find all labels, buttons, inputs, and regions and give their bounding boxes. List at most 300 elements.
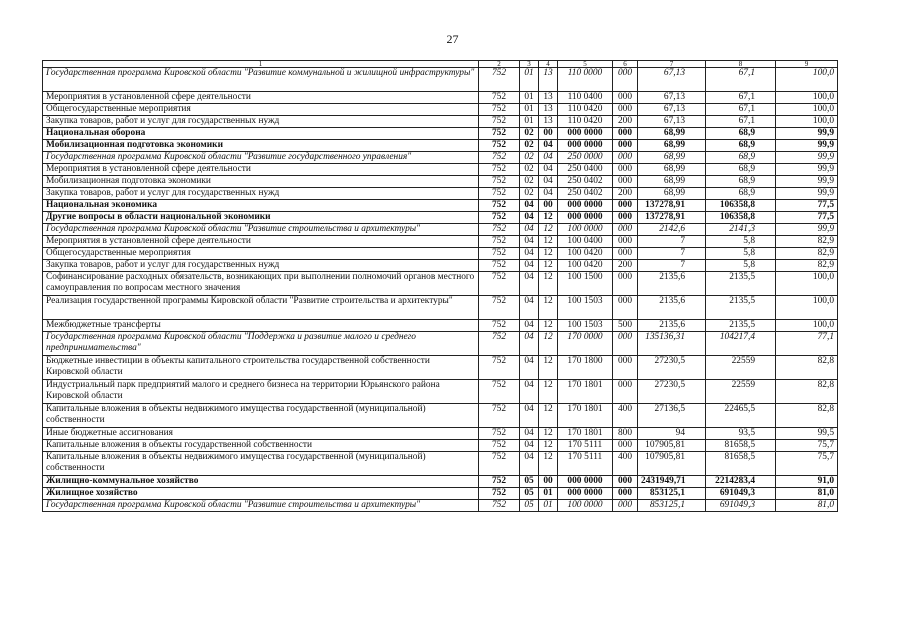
table-row: [43, 476, 838, 488]
admin-code: 752: [479, 92, 520, 104]
execution-percent: 75,7: [776, 440, 838, 452]
target-article-code: 100 1503: [558, 296, 613, 320]
section-code: 04: [520, 404, 539, 428]
subsection-code: 01: [539, 500, 558, 512]
executed-amount: 68,9: [706, 140, 776, 152]
execution-percent: 82,8: [776, 380, 838, 404]
row-name: Закупка товаров, работ и услуг для государственных нужд: [43, 188, 479, 200]
section-code: 02: [520, 152, 539, 164]
executed-amount: 2214283,4: [706, 476, 776, 488]
admin-code: 752: [479, 200, 520, 212]
row-name: Мобилизационная подготовка экономики: [43, 176, 479, 188]
execution-percent: 99,9: [776, 176, 838, 188]
row-name: Мобилизационная подготовка экономики: [43, 140, 479, 152]
target-article-code: 100 0420: [558, 248, 613, 260]
target-article-code: 000 0000: [558, 128, 613, 140]
subsection-code: 00: [539, 128, 558, 140]
subsection-code: 12: [539, 224, 558, 236]
section-code: 04: [520, 452, 539, 476]
row-name: Бюджетные инвестиции в объекты капитального строительства государственной собственности Кировской области: [43, 356, 479, 380]
table-row: [43, 356, 838, 380]
planned-amount: 68,99: [638, 176, 706, 188]
executed-amount: 22465,5: [706, 404, 776, 428]
planned-amount: 67,13: [638, 68, 706, 92]
subsection-code: 12: [539, 320, 558, 332]
section-code: 02: [520, 176, 539, 188]
planned-amount: 67,13: [638, 104, 706, 116]
table-row: [43, 380, 838, 404]
subsection-code: 04: [539, 164, 558, 176]
executed-amount: 68,9: [706, 176, 776, 188]
section-code: 04: [520, 320, 539, 332]
planned-amount: 2135,6: [638, 320, 706, 332]
executed-amount: 106358,8: [706, 212, 776, 224]
executed-amount: 5,8: [706, 260, 776, 272]
expense-type-code: 000: [613, 488, 638, 500]
expense-type-code: 000: [613, 380, 638, 404]
target-article-code: 100 1503: [558, 320, 613, 332]
planned-amount: 68,99: [638, 140, 706, 152]
target-article-code: 250 0400: [558, 164, 613, 176]
admin-code: 752: [479, 236, 520, 248]
subsection-code: 12: [539, 428, 558, 440]
table-row: [43, 320, 838, 332]
admin-code: 752: [479, 140, 520, 152]
admin-code: 752: [479, 104, 520, 116]
expense-type-code: 000: [613, 176, 638, 188]
expense-type-code: 000: [613, 440, 638, 452]
target-article-code: 100 0000: [558, 500, 613, 512]
section-code: 04: [520, 248, 539, 260]
section-code: 04: [520, 236, 539, 248]
row-name: Закупка товаров, работ и услуг для государственных нужд: [43, 116, 479, 128]
executed-amount: 691049,3: [706, 488, 776, 500]
admin-code: 752: [479, 320, 520, 332]
expense-type-code: 000: [613, 152, 638, 164]
execution-percent: 99,5: [776, 428, 838, 440]
admin-code: 752: [479, 212, 520, 224]
section-code: 02: [520, 128, 539, 140]
subsection-code: 13: [539, 104, 558, 116]
expense-type-code: 000: [613, 296, 638, 320]
table-row: [43, 116, 838, 128]
executed-amount: 93,5: [706, 428, 776, 440]
executed-amount: 5,8: [706, 236, 776, 248]
subsection-code: 12: [539, 236, 558, 248]
execution-percent: 100,0: [776, 68, 838, 92]
table-row: [43, 224, 838, 236]
row-name: Индустриальный парк предприятий малого и среднего бизнеса на территории Юрьянского района Кировской области: [43, 380, 479, 404]
planned-amount: 853125,1: [638, 500, 706, 512]
expense-type-code: 000: [613, 68, 638, 92]
expense-type-code: 000: [613, 104, 638, 116]
section-code: 05: [520, 500, 539, 512]
executed-amount: 68,9: [706, 164, 776, 176]
target-article-code: 000 0000: [558, 476, 613, 488]
admin-code: 752: [479, 476, 520, 488]
row-name: Иные бюджетные ассигнования: [43, 428, 479, 440]
target-article-code: 000 0000: [558, 140, 613, 152]
executed-amount: 81658,5: [706, 440, 776, 452]
executed-amount: 5,8: [706, 248, 776, 260]
execution-percent: 77,1: [776, 332, 838, 356]
execution-percent: 82,8: [776, 404, 838, 428]
column-number: 1: [43, 61, 479, 68]
budget-table: [42, 60, 838, 512]
expense-type-code: 000: [613, 500, 638, 512]
row-name: Мероприятия в установленной сфере деятельности: [43, 164, 479, 176]
row-name: Государственная программа Кировской области "Развитие государственного управления": [43, 152, 479, 164]
column-number-row: [43, 61, 838, 68]
admin-code: 752: [479, 260, 520, 272]
section-code: 01: [520, 104, 539, 116]
executed-amount: 67,1: [706, 92, 776, 104]
row-name: Капитальные вложения в объекты недвижимого имущества государственной (муниципальной) собственности: [43, 404, 479, 428]
executed-amount: 2135,5: [706, 320, 776, 332]
expense-type-code: 000: [613, 248, 638, 260]
expense-type-code: 000: [613, 356, 638, 380]
row-name: Капитальные вложения в объекты недвижимого имущества государственной (муниципальной) собственности: [43, 452, 479, 476]
expense-type-code: 000: [613, 224, 638, 236]
row-name: Общегосударственные мероприятия: [43, 248, 479, 260]
subsection-code: 12: [539, 272, 558, 296]
planned-amount: 67,13: [638, 116, 706, 128]
subsection-code: 12: [539, 452, 558, 476]
subsection-code: 12: [539, 212, 558, 224]
expense-type-code: 400: [613, 452, 638, 476]
execution-percent: 99,9: [776, 164, 838, 176]
section-code: 04: [520, 224, 539, 236]
execution-percent: 77,5: [776, 200, 838, 212]
section-code: 02: [520, 164, 539, 176]
executed-amount: 81658,5: [706, 452, 776, 476]
subsection-code: 13: [539, 116, 558, 128]
admin-code: 752: [479, 296, 520, 320]
execution-percent: 100,0: [776, 272, 838, 296]
section-code: 01: [520, 116, 539, 128]
target-article-code: 250 0402: [558, 176, 613, 188]
section-code: 04: [520, 212, 539, 224]
subsection-code: 12: [539, 440, 558, 452]
subsection-code: 12: [539, 296, 558, 320]
subsection-code: 01: [539, 488, 558, 500]
executed-amount: 67,1: [706, 68, 776, 92]
expense-type-code: 400: [613, 404, 638, 428]
expense-type-code: 000: [613, 332, 638, 356]
admin-code: 752: [479, 404, 520, 428]
table-row: [43, 272, 838, 296]
admin-code: 752: [479, 380, 520, 404]
execution-percent: 99,9: [776, 188, 838, 200]
table-row: [43, 296, 838, 320]
column-number: 6: [613, 61, 638, 68]
column-number: 9: [776, 61, 838, 68]
executed-amount: 691049,3: [706, 500, 776, 512]
subsection-code: 00: [539, 476, 558, 488]
page-number: 27: [446, 32, 459, 46]
table-row: [43, 260, 838, 272]
section-code: 05: [520, 488, 539, 500]
target-article-code: 250 0402: [558, 188, 613, 200]
planned-amount: 68,99: [638, 128, 706, 140]
column-number: 2: [479, 61, 520, 68]
target-article-code: 000 0000: [558, 212, 613, 224]
planned-amount: 137278,91: [638, 200, 706, 212]
expense-type-code: 200: [613, 260, 638, 272]
executed-amount: 68,9: [706, 152, 776, 164]
admin-code: 752: [479, 224, 520, 236]
execution-percent: 100,0: [776, 116, 838, 128]
row-name: Государственная программа Кировской области "Развитие строительства и архитектуры": [43, 224, 479, 236]
target-article-code: 170 1801: [558, 428, 613, 440]
planned-amount: 27136,5: [638, 404, 706, 428]
section-code: 02: [520, 140, 539, 152]
expense-type-code: 500: [613, 320, 638, 332]
admin-code: 752: [479, 452, 520, 476]
target-article-code: 100 0000: [558, 224, 613, 236]
planned-amount: 7: [638, 260, 706, 272]
admin-code: 752: [479, 272, 520, 296]
planned-amount: 135136,31: [638, 332, 706, 356]
execution-percent: 82,9: [776, 260, 838, 272]
subsection-code: 13: [539, 92, 558, 104]
table-row: [43, 488, 838, 500]
row-name: Закупка товаров, работ и услуг для государственных нужд: [43, 260, 479, 272]
table-row: [43, 500, 838, 512]
expense-type-code: 000: [613, 476, 638, 488]
execution-percent: 82,9: [776, 248, 838, 260]
target-article-code: 100 1500: [558, 272, 613, 296]
planned-amount: 853125,1: [638, 488, 706, 500]
subsection-code: 12: [539, 356, 558, 380]
target-article-code: 170 5111: [558, 452, 613, 476]
table-row: [43, 236, 838, 248]
table-row: [43, 176, 838, 188]
target-article-code: 110 0420: [558, 104, 613, 116]
executed-amount: 2135,5: [706, 272, 776, 296]
subsection-code: 04: [539, 176, 558, 188]
target-article-code: 110 0000: [558, 68, 613, 92]
row-name: Национальная оборона: [43, 128, 479, 140]
subsection-code: 04: [539, 152, 558, 164]
table-row: [43, 188, 838, 200]
subsection-code: 00: [539, 200, 558, 212]
admin-code: 752: [479, 188, 520, 200]
subsection-code: 12: [539, 260, 558, 272]
admin-code: 752: [479, 176, 520, 188]
planned-amount: 2135,6: [638, 296, 706, 320]
admin-code: 752: [479, 68, 520, 92]
planned-amount: 68,99: [638, 188, 706, 200]
subsection-code: 04: [539, 140, 558, 152]
expense-type-code: 200: [613, 188, 638, 200]
row-name: Реализация государственной программы Кировской области "Развитие строительства и архитектуры": [43, 296, 479, 320]
expense-type-code: 000: [613, 212, 638, 224]
admin-code: 752: [479, 248, 520, 260]
admin-code: 752: [479, 164, 520, 176]
admin-code: 752: [479, 356, 520, 380]
section-code: 04: [520, 356, 539, 380]
table-row: [43, 140, 838, 152]
planned-amount: 107905,81: [638, 452, 706, 476]
column-number: 8: [706, 61, 776, 68]
executed-amount: 68,9: [706, 188, 776, 200]
target-article-code: 170 1801: [558, 380, 613, 404]
row-name: Мероприятия в установленной сфере деятельности: [43, 92, 479, 104]
execution-percent: 91,0: [776, 476, 838, 488]
column-number: 4: [539, 61, 558, 68]
expense-type-code: 000: [613, 164, 638, 176]
executed-amount: 104217,4: [706, 332, 776, 356]
section-code: 04: [520, 200, 539, 212]
admin-code: 752: [479, 152, 520, 164]
table-row: [43, 164, 838, 176]
executed-amount: 2135,5: [706, 296, 776, 320]
expense-type-code: 000: [613, 200, 638, 212]
target-article-code: 170 0000: [558, 332, 613, 356]
execution-percent: 82,9: [776, 236, 838, 248]
planned-amount: 27230,5: [638, 380, 706, 404]
execution-percent: 75,7: [776, 452, 838, 476]
expense-type-code: 000: [613, 140, 638, 152]
target-article-code: 170 5111: [558, 440, 613, 452]
planned-amount: 7: [638, 248, 706, 260]
execution-percent: 100,0: [776, 104, 838, 116]
execution-percent: 99,9: [776, 128, 838, 140]
executed-amount: 68,9: [706, 128, 776, 140]
row-name: Другие вопросы в области национальной экономики: [43, 212, 479, 224]
target-article-code: 110 0400: [558, 92, 613, 104]
expense-type-code: 000: [613, 92, 638, 104]
column-number: 3: [520, 61, 539, 68]
admin-code: 752: [479, 128, 520, 140]
target-article-code: 110 0420: [558, 116, 613, 128]
section-code: 01: [520, 68, 539, 92]
planned-amount: 7: [638, 236, 706, 248]
expense-type-code: 800: [613, 428, 638, 440]
subsection-code: 12: [539, 404, 558, 428]
target-article-code: 100 0420: [558, 260, 613, 272]
target-article-code: 100 0400: [558, 236, 613, 248]
planned-amount: 2135,6: [638, 272, 706, 296]
row-name: Государственная программа Кировской области "Поддержка и развитие малого и среднего предпринимательства": [43, 332, 479, 356]
execution-percent: 100,0: [776, 296, 838, 320]
table-row: [43, 200, 838, 212]
row-name: Национальная экономика: [43, 200, 479, 212]
table-row: [43, 68, 838, 92]
section-code: 01: [520, 92, 539, 104]
section-code: 04: [520, 260, 539, 272]
table-row: [43, 248, 838, 260]
column-number: 7: [638, 61, 706, 68]
admin-code: 752: [479, 440, 520, 452]
execution-percent: 77,5: [776, 212, 838, 224]
planned-amount: 2142,6: [638, 224, 706, 236]
row-name: Жилищное хозяйство: [43, 488, 479, 500]
section-code: 02: [520, 188, 539, 200]
executed-amount: 67,1: [706, 104, 776, 116]
admin-code: 752: [479, 428, 520, 440]
admin-code: 752: [479, 332, 520, 356]
admin-code: 752: [479, 500, 520, 512]
subsection-code: 12: [539, 332, 558, 356]
executed-amount: 22559: [706, 356, 776, 380]
target-article-code: 170 1801: [558, 404, 613, 428]
execution-percent: 81,0: [776, 500, 838, 512]
execution-percent: 99,9: [776, 140, 838, 152]
subsection-code: 12: [539, 380, 558, 404]
expense-type-code: 000: [613, 236, 638, 248]
executed-amount: 106358,8: [706, 200, 776, 212]
section-code: 04: [520, 272, 539, 296]
table-row: [43, 440, 838, 452]
execution-percent: 81,0: [776, 488, 838, 500]
admin-code: 752: [479, 116, 520, 128]
row-name: Общегосударственные мероприятия: [43, 104, 479, 116]
table-row: [43, 428, 838, 440]
row-name: Государственная программа Кировской области "Развитие строительства и архитектуры": [43, 500, 479, 512]
row-name: Жилищно-коммунальное хозяйство: [43, 476, 479, 488]
table-row: [43, 152, 838, 164]
expense-type-code: 000: [613, 128, 638, 140]
execution-percent: 99,9: [776, 224, 838, 236]
section-code: 04: [520, 332, 539, 356]
target-article-code: 000 0000: [558, 488, 613, 500]
table-row: [43, 128, 838, 140]
table-row: [43, 212, 838, 224]
row-name: Межбюджетные трансферты: [43, 320, 479, 332]
planned-amount: 2431949,71: [638, 476, 706, 488]
target-article-code: 250 0000: [558, 152, 613, 164]
table-row: [43, 104, 838, 116]
row-name: Мероприятия в установленной сфере деятельности: [43, 236, 479, 248]
table-row: [43, 332, 838, 356]
executed-amount: 2141,3: [706, 224, 776, 236]
planned-amount: 68,99: [638, 164, 706, 176]
execution-percent: 82,8: [776, 356, 838, 380]
planned-amount: 68,99: [638, 152, 706, 164]
table-row: [43, 452, 838, 476]
target-article-code: 000 0000: [558, 200, 613, 212]
execution-percent: 100,0: [776, 92, 838, 104]
section-code: 04: [520, 296, 539, 320]
table-row: [43, 404, 838, 428]
target-article-code: 170 1800: [558, 356, 613, 380]
executed-amount: 67,1: [706, 116, 776, 128]
execution-percent: 100,0: [776, 320, 838, 332]
section-code: 05: [520, 476, 539, 488]
column-number: 5: [558, 61, 613, 68]
expense-type-code: 000: [613, 272, 638, 296]
subsection-code: 12: [539, 248, 558, 260]
expense-type-code: 200: [613, 116, 638, 128]
subsection-code: 04: [539, 188, 558, 200]
admin-code: 752: [479, 488, 520, 500]
row-name: Капитальные вложения в объекты государственной собственности: [43, 440, 479, 452]
section-code: 04: [520, 440, 539, 452]
section-code: 04: [520, 428, 539, 440]
executed-amount: 22559: [706, 380, 776, 404]
subsection-code: 13: [539, 68, 558, 92]
row-name: Государственная программа Кировской области "Развитие коммунальной и жилищной инфраструктуры": [43, 68, 479, 92]
planned-amount: 27230,5: [638, 356, 706, 380]
planned-amount: 94: [638, 428, 706, 440]
row-name: Софинансирование расходных обязательств, возникающих при выполнении полномочий органов местного самоуправления по вопросам местного значения: [43, 272, 479, 296]
section-code: 04: [520, 380, 539, 404]
execution-percent: 99,9: [776, 152, 838, 164]
planned-amount: 137278,91: [638, 212, 706, 224]
table-row: [43, 92, 838, 104]
